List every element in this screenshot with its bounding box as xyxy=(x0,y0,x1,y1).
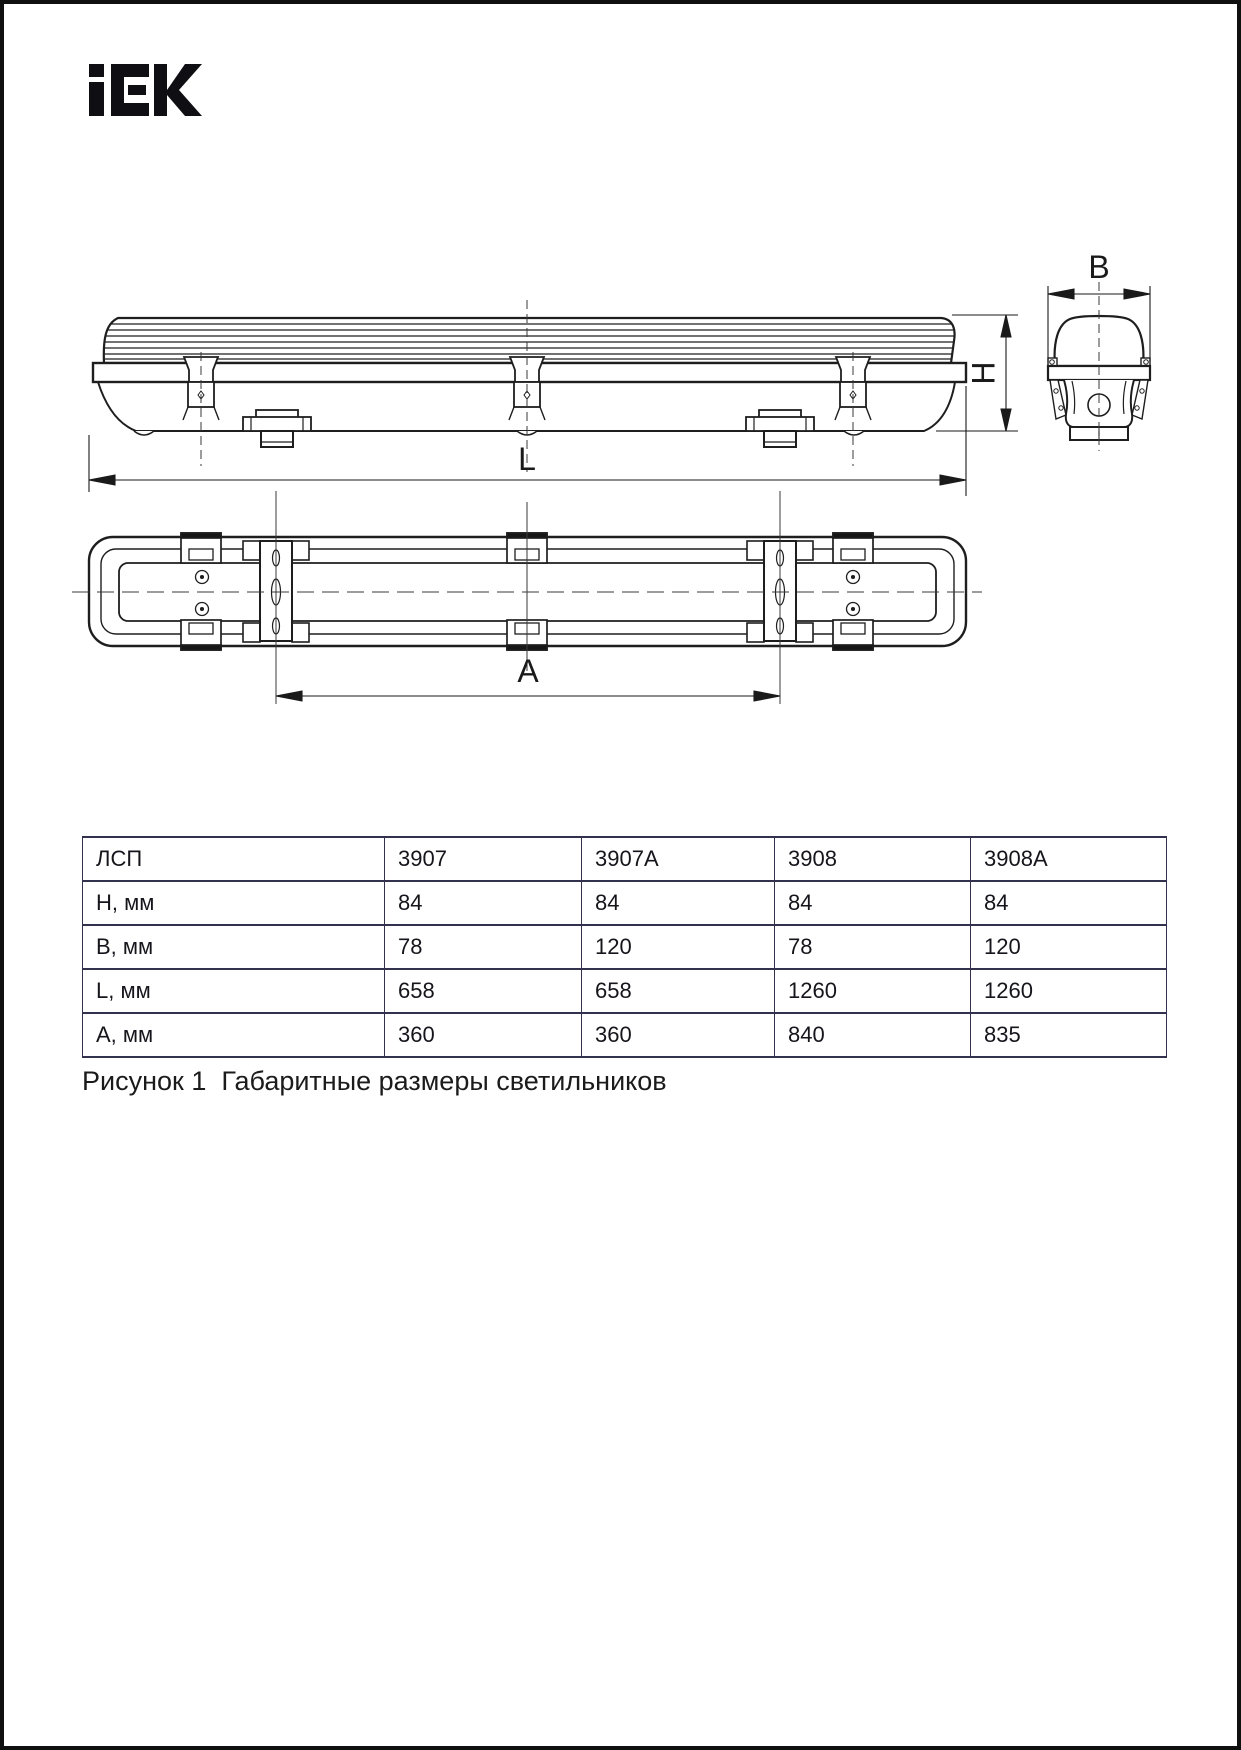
value-cell: 360 xyxy=(385,1013,582,1057)
value-cell: 84 xyxy=(385,881,582,925)
value-cell: 84 xyxy=(582,881,775,925)
value-cell: 840 xyxy=(775,1013,971,1057)
model-cell: 3908А xyxy=(971,837,1167,881)
value-cell: 835 xyxy=(971,1013,1167,1057)
arrow-right xyxy=(754,691,780,701)
side-plate-left xyxy=(1050,380,1066,419)
arrow-left xyxy=(276,691,302,701)
value-cell: 120 xyxy=(971,925,1167,969)
row-header: B, мм xyxy=(83,925,385,969)
row-header: A, мм xyxy=(83,1013,385,1057)
value-cell: 658 xyxy=(582,969,775,1013)
value-cell: 1260 xyxy=(971,969,1167,1013)
dim-label-B: B xyxy=(1088,249,1110,285)
value-cell: 120 xyxy=(582,925,775,969)
dim-label-L: L xyxy=(518,441,536,477)
value-cell: 360 xyxy=(582,1013,775,1057)
arrow-right xyxy=(1124,289,1150,299)
dimensions-table xyxy=(82,836,1167,1058)
arrow-right xyxy=(940,475,966,485)
value-cell: 78 xyxy=(385,925,582,969)
model-cell: 3907 xyxy=(385,837,582,881)
arrow-left xyxy=(1048,289,1074,299)
table-row-B xyxy=(83,925,1167,969)
table-row-A xyxy=(83,1013,1167,1057)
value-cell: 84 xyxy=(775,881,971,925)
arrow-up xyxy=(1001,315,1011,337)
dim-label-A: A xyxy=(517,653,539,689)
value-cell: 658 xyxy=(385,969,582,1013)
row-header: L, мм xyxy=(83,969,385,1013)
model-cell: 3908 xyxy=(775,837,971,881)
dim-A xyxy=(276,691,780,701)
value-cell: 78 xyxy=(775,925,971,969)
arrow-left xyxy=(89,475,115,485)
end-view xyxy=(1048,282,1150,451)
table-row-models xyxy=(83,837,1167,881)
arrow-down xyxy=(1001,409,1011,431)
value-cell: 84 xyxy=(971,881,1167,925)
value-cell: 1260 xyxy=(775,969,971,1013)
dim-label-H: H xyxy=(965,361,1002,385)
model-cell: 3907А xyxy=(582,837,775,881)
table-row-L xyxy=(83,969,1167,1013)
row-header: ЛСП xyxy=(83,837,385,881)
figure-caption: Рисунок 1 Габаритные размеры светильников xyxy=(82,1066,667,1096)
row-header: H, мм xyxy=(83,881,385,925)
side-plate-right xyxy=(1132,380,1148,419)
table-row-H xyxy=(83,881,1167,925)
